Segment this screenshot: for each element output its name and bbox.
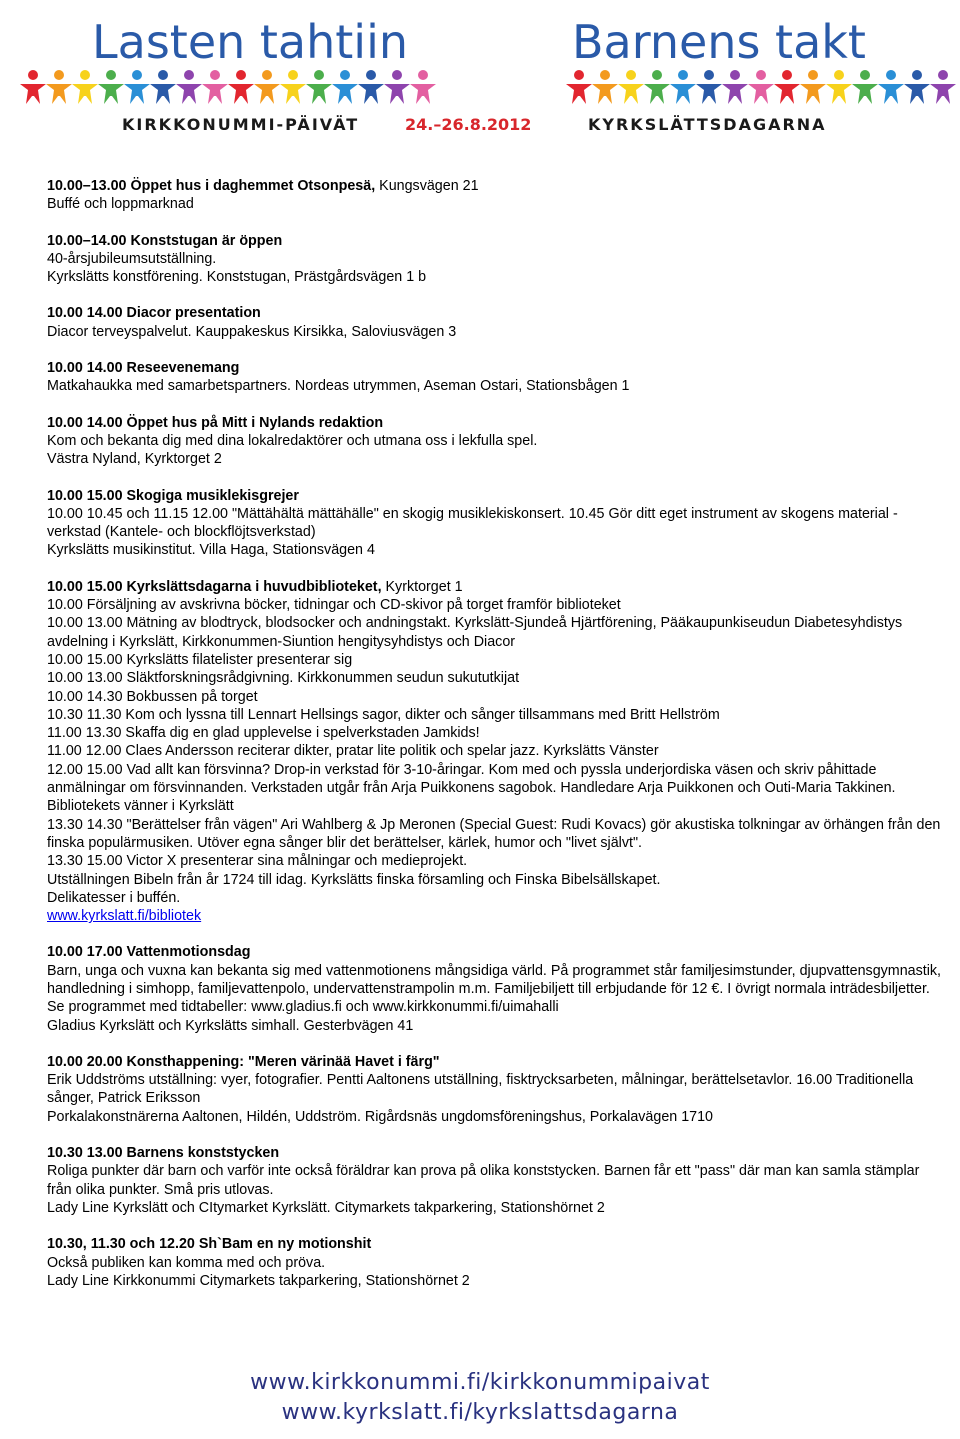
event-detail: Lady Line Kyrkslätt och CItymarket Kyrkslätt. Citymarkets takparkering, Stationshörnet 2 — [47, 1199, 605, 1216]
event-title: Öppet hus på Mitt i Nylands redaktion — [126, 414, 384, 431]
event-detail: 10.00 Försäljning av avskrivna böcker, tidningar och CD-skivor på torget framför biblioteket — [47, 597, 621, 614]
event-item — [47, 304, 942, 341]
event-heading — [47, 414, 942, 432]
event-time: 10.00 14.00 — [47, 305, 123, 322]
event-item — [47, 578, 942, 926]
event-detail: Erik Uddströms utställning: vyer, fotografier. Pentti Aaltonens utställning, fisktrycksarbeten, målningar, berättelsetavlor. 16.00 Traditionella sånger, Patrick Eriksson — [47, 1072, 914, 1107]
event-heading — [47, 487, 942, 505]
subtitle-fi: KIRKKONUMMI-PÄIVÄT — [122, 115, 360, 134]
event-detail: 40-årsjubileumsutställning. — [47, 250, 217, 267]
event-detail: 10.30 11.30 Kom och lyssna till Lennart Hellsings sagor, dikter och sånger tillsammans med Britt Hellström — [47, 706, 720, 723]
event-title: Kyrkslättsdagarna i huvudbiblioteket, — [126, 578, 382, 595]
event-heading — [47, 177, 942, 195]
event-list — [47, 177, 942, 1308]
footer — [0, 1368, 960, 1428]
event-title: Sh`Bam en ny motionshit — [198, 1236, 372, 1253]
library-link[interactable]: www.kyrkslatt.fi/bibliotek — [47, 908, 202, 925]
event-time: 10.00 14.00 — [47, 360, 123, 377]
event-heading — [47, 1144, 942, 1162]
event-item — [47, 177, 942, 214]
event-item — [47, 943, 942, 1034]
subtitle-sv: KYRKSLÄTTSDAGARNA — [588, 115, 827, 134]
event-heading — [47, 232, 942, 250]
footer-url-fi[interactable]: www.kirkkonummi.fi/kirkkonummipaivat — [250, 1370, 710, 1395]
event-heading — [47, 1235, 942, 1253]
event-detail: 11.00 13.30 Skaffa dig en glad upplevelse i spelverkstaden Jamkids! — [47, 725, 480, 742]
event-title: Konststugan är öppen — [130, 232, 283, 249]
event-detail: Matkahaukka med samarbetspartners. Nordeas utrymmen, Aseman Ostari, Stationsbågen 1 — [47, 378, 630, 395]
event-detail: 13.30 15.00 Victor X presenterar sina målningar och medieprojekt. — [47, 853, 468, 870]
event-title: Diacor presentation — [126, 305, 261, 322]
event-detail: Barn, unga och vuxna kan bekanta sig med vattenmotionens mångsidiga värld. På programmet står familjesimstunder, djupvattensgymnastik, handledning i simhopp, familjevattenpolo, undervattenstrampolin m.m. Familjebiljett till erbjudande för 12 €. I övrigt normala inträdesbiljetter. Se programmet med tidtabeller: www.gladius.fi och www.kirkkonummi.fi/uimahalli — [47, 962, 942, 1016]
event-item — [47, 487, 942, 560]
event-heading — [47, 1053, 942, 1071]
event-item — [47, 414, 942, 469]
event-item — [47, 359, 942, 396]
event-item — [47, 1053, 942, 1126]
event-detail: Diacor terveyspalvelut. Kauppakeskus Kirsikka, Saloviusvägen 3 — [47, 323, 457, 340]
event-time: 10.30 13.00 — [47, 1145, 123, 1162]
event-detail: 10.00 14.30 Bokbussen på torget — [47, 688, 258, 705]
event-time: 10.00 15.00 — [47, 487, 123, 504]
event-time: 10.00–14.00 — [47, 232, 127, 249]
event-time: 10.00 15.00 — [47, 578, 123, 595]
event-title: Skogiga musiklekisgrejer — [126, 487, 299, 504]
header-banner — [0, 0, 960, 150]
event-time: 10.00 17.00 — [47, 944, 123, 961]
event-detail: Roliga punkter där barn och varför inte också föräldrar kan prova på olika konststycken. Barnen får ett "pass" där man kan samla stämplar från olika punkter. Små pris utlovas. — [47, 1163, 920, 1198]
event-location: Kyrktorget 1 — [381, 578, 463, 595]
event-time: 10.00 20.00 — [47, 1053, 123, 1070]
banner-graphic — [0, 0, 960, 150]
event-detail: 13.30 14.30 "Berättelser från vägen" Ari Wahlberg & Jp Meronen (Special Guest: Rudi Kovacs) gör akustiska tolkningar av örhängen från den finska populärmusiken. Utöver egna sånger blir det berättelser, kärlek, humor och "livet självt". — [47, 816, 941, 851]
event-detail: 10.00 10.45 och 11.15 12.00 "Mättähältä mättähälle" en skogig musiklekiskonsert. 10.45 Gör ditt eget instrument av skogens material - verkstad (Kantele- och blockflöjtsverkstad) — [47, 505, 898, 541]
event-title: Konsthappening: "Meren värinää Havet i färg" — [126, 1053, 440, 1070]
event-title: Reseevenemang — [126, 360, 240, 377]
event-detail: Lady Line Kirkkonummi Citymarkets takparkering, Stationshörnet 2 — [47, 1272, 470, 1289]
event-heading — [47, 304, 942, 322]
event-item — [47, 1144, 942, 1217]
event-heading — [47, 578, 942, 596]
event-item — [47, 1235, 942, 1290]
event-detail: Buffé och loppmarknad — [47, 196, 194, 213]
event-detail: Kom och bekanta dig med dina lokalredaktörer och utmana oss i lekfulla spel. — [47, 432, 538, 449]
event-time: 10.00–13.00 — [47, 178, 127, 194]
event-title: Öppet hus i daghemmet Otsonpesä, — [130, 178, 376, 194]
event-detail: 11.00 12.00 Claes Andersson reciterar dikter, pratar lite politik och spelar jazz. Kyrkslätts Vänster — [47, 743, 659, 760]
title-fi: Lasten tahtiin — [92, 15, 409, 69]
event-heading — [47, 943, 942, 961]
event-title: Vattenmotionsdag — [126, 944, 251, 961]
event-detail: Västra Nyland, Kyrktorget 2 — [47, 451, 222, 468]
event-time: 10.30, 11.30 och 12.20 — [47, 1236, 195, 1253]
event-detail: Gladius Kyrkslätt och Kyrkslätts simhall. Gesterbvägen 41 — [47, 1017, 414, 1034]
event-title: Barnens konststycken — [126, 1145, 280, 1162]
footer-url-sv[interactable]: www.kyrkslatt.fi/kyrkslattsdagarna — [281, 1400, 679, 1425]
event-location: Kungsvägen 21 — [375, 178, 479, 194]
event-detail: Också publiken kan komma med och pröva. — [47, 1254, 326, 1271]
event-detail: Delikatesser i buffén. — [47, 889, 181, 906]
event-time: 10.00 14.00 — [47, 414, 123, 431]
event-detail: 10.00 13.00 Släktforskningsrådgivning. Kirkkonummen seudun sukututkijat — [47, 670, 520, 687]
event-link-row — [47, 907, 942, 925]
event-detail: 10.00 13.00 Mätning av blodtryck, blodsocker och andningstakt. Kyrkslätt-Sjundeå Hjärtförening, Pääkaupunkiseudun Diabetesyhdistys avdelning i Kyrkslätt, Kirkkonummen-Siuntion hengitysyhdistys och Diacor — [47, 615, 903, 650]
event-detail: 12.00 15.00 Vad allt kan försvinna? Drop-in verkstad för 3-10-åringar. Kom med och pyssla underjordiska väsen och skriv påhittade anmälningar om försvinnanden. Verkstaden utgår från Arja Puikkonens sagobok. Handledare Arja Puikkonen och Outi-Maria Takkinen. Bibliotekets vänner i Kyrkslätt — [47, 761, 896, 815]
event-detail: Porkalakonstnärerna Aaltonen, Hildén, Uddström. Rigårdsnäs ungdomsföreningshus, Porkalavägen 1710 — [47, 1108, 713, 1125]
event-detail: Kyrkslätts konstförening. Konststugan, Prästgårdsvägen 1 b — [47, 269, 427, 286]
event-item — [47, 232, 942, 287]
event-detail: Utställningen Bibeln från år 1724 till idag. Kyrkslätts finska församling och Finska Bibelsällskapet. — [47, 871, 661, 888]
event-heading — [47, 359, 942, 377]
event-dates: 24.–26.8.2012 — [405, 115, 532, 134]
title-sv: Barnens takt — [572, 15, 866, 69]
event-detail: Kyrkslätts musikinstitut. Villa Haga, Stationsvägen 4 — [47, 542, 375, 559]
event-detail: 10.00 15.00 Kyrkslätts filatelister presenterar sig — [47, 651, 353, 668]
